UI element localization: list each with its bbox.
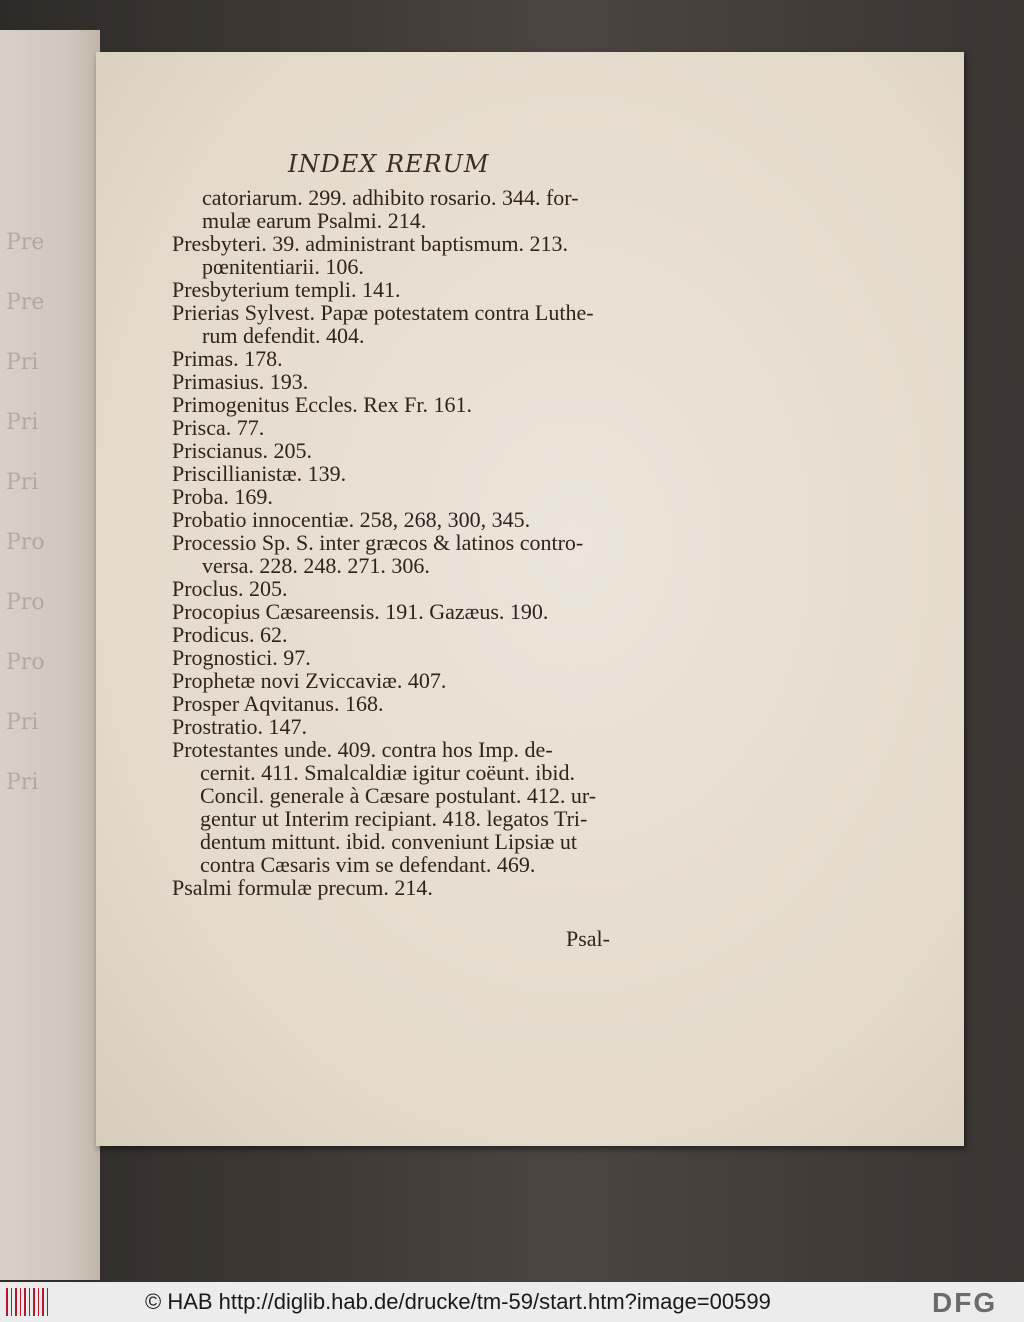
index-entry: Concil. generale à Cæsare postulant. 412. ur- (200, 783, 597, 808)
index-entry: Presbyterium templi. 141. (172, 277, 401, 302)
index-entry: Psalmi formulæ precum. 214. (172, 875, 433, 900)
index-entry: Prostratio. 147. (172, 714, 308, 739)
index-entry: Priscianus. 205. (172, 438, 312, 463)
index-entry: Prophetæ novi Zviccaviæ. 407. (172, 668, 447, 693)
index-entry: Processio Sp. S. inter græcos & latinos contro- (172, 530, 584, 555)
viewer-footer (0, 1282, 1024, 1322)
index-entry: mulæ earum Psalmi. 214. (202, 208, 427, 233)
index-entry: contra Cæsaris vim se defendant. 469. (200, 852, 536, 877)
index-entry: Prognostici. 97. (172, 645, 311, 670)
running-head: INDEX RERUM (288, 150, 490, 178)
index-entry: versa. 228. 248. 271. 306. (202, 553, 430, 578)
index-entry: Procopius Cæsareensis. 191. Gazæus. 190. (172, 599, 549, 624)
index-entry: Proclus. 205. (172, 576, 288, 601)
index-entry: rum defendit. 404. (202, 323, 365, 348)
index-entry: Probatio innocentiæ. 258, 268, 300, 345. (172, 507, 531, 532)
index-entry: pœnitentiarii. 106. (202, 254, 364, 279)
index-entry: Prosper Aqvitanus. 168. (172, 691, 384, 716)
index-entry: Proba. 169. (172, 484, 273, 509)
index-entry: gentur ut Interim recipiant. 418. legatos Tri- (200, 806, 588, 831)
previous-page-edge: Pre Pre Pri Pri Pri Pro Pro Pro Pri Pri (0, 30, 100, 1280)
copyright-link[interactable]: © HAB http://diglib.hab.de/drucke/tm-59/start.htm?image=00599 (145, 1289, 771, 1314)
index-entry: cernit. 411. Smalcaldiæ igitur coëunt. ibid. (200, 760, 575, 785)
index-entry: Prodicus. 62. (172, 622, 288, 647)
hab-logo-icon[interactable] (6, 1288, 48, 1316)
index-entry: Primasius. 193. (172, 369, 309, 394)
index-entry: catoriarum. 299. adhibito rosario. 344. for- (202, 185, 579, 210)
catchword: Psal- (566, 926, 610, 951)
index-entry: Presbyteri. 39. administrant baptismum. 213. (172, 231, 568, 256)
index-entries (172, 186, 622, 899)
index-entry: Priscillianistæ. 139. (172, 461, 347, 486)
index-entry: Primas. 178. (172, 346, 283, 371)
dfg-logo[interactable]: DFG (932, 1287, 998, 1318)
index-entry: Prisca. 77. (172, 415, 265, 440)
index-entry: Prierias Sylvest. Papæ potestatem contra Luthe- (172, 300, 594, 325)
index-entry: Primogenitus Eccles. Rex Fr. 161. (172, 392, 473, 417)
index-entry: dentum mittunt. ibid. conveniunt Lipsiæ ut (200, 829, 578, 854)
index-entry: Protestantes unde. 409. contra hos Imp. de- (172, 737, 553, 762)
